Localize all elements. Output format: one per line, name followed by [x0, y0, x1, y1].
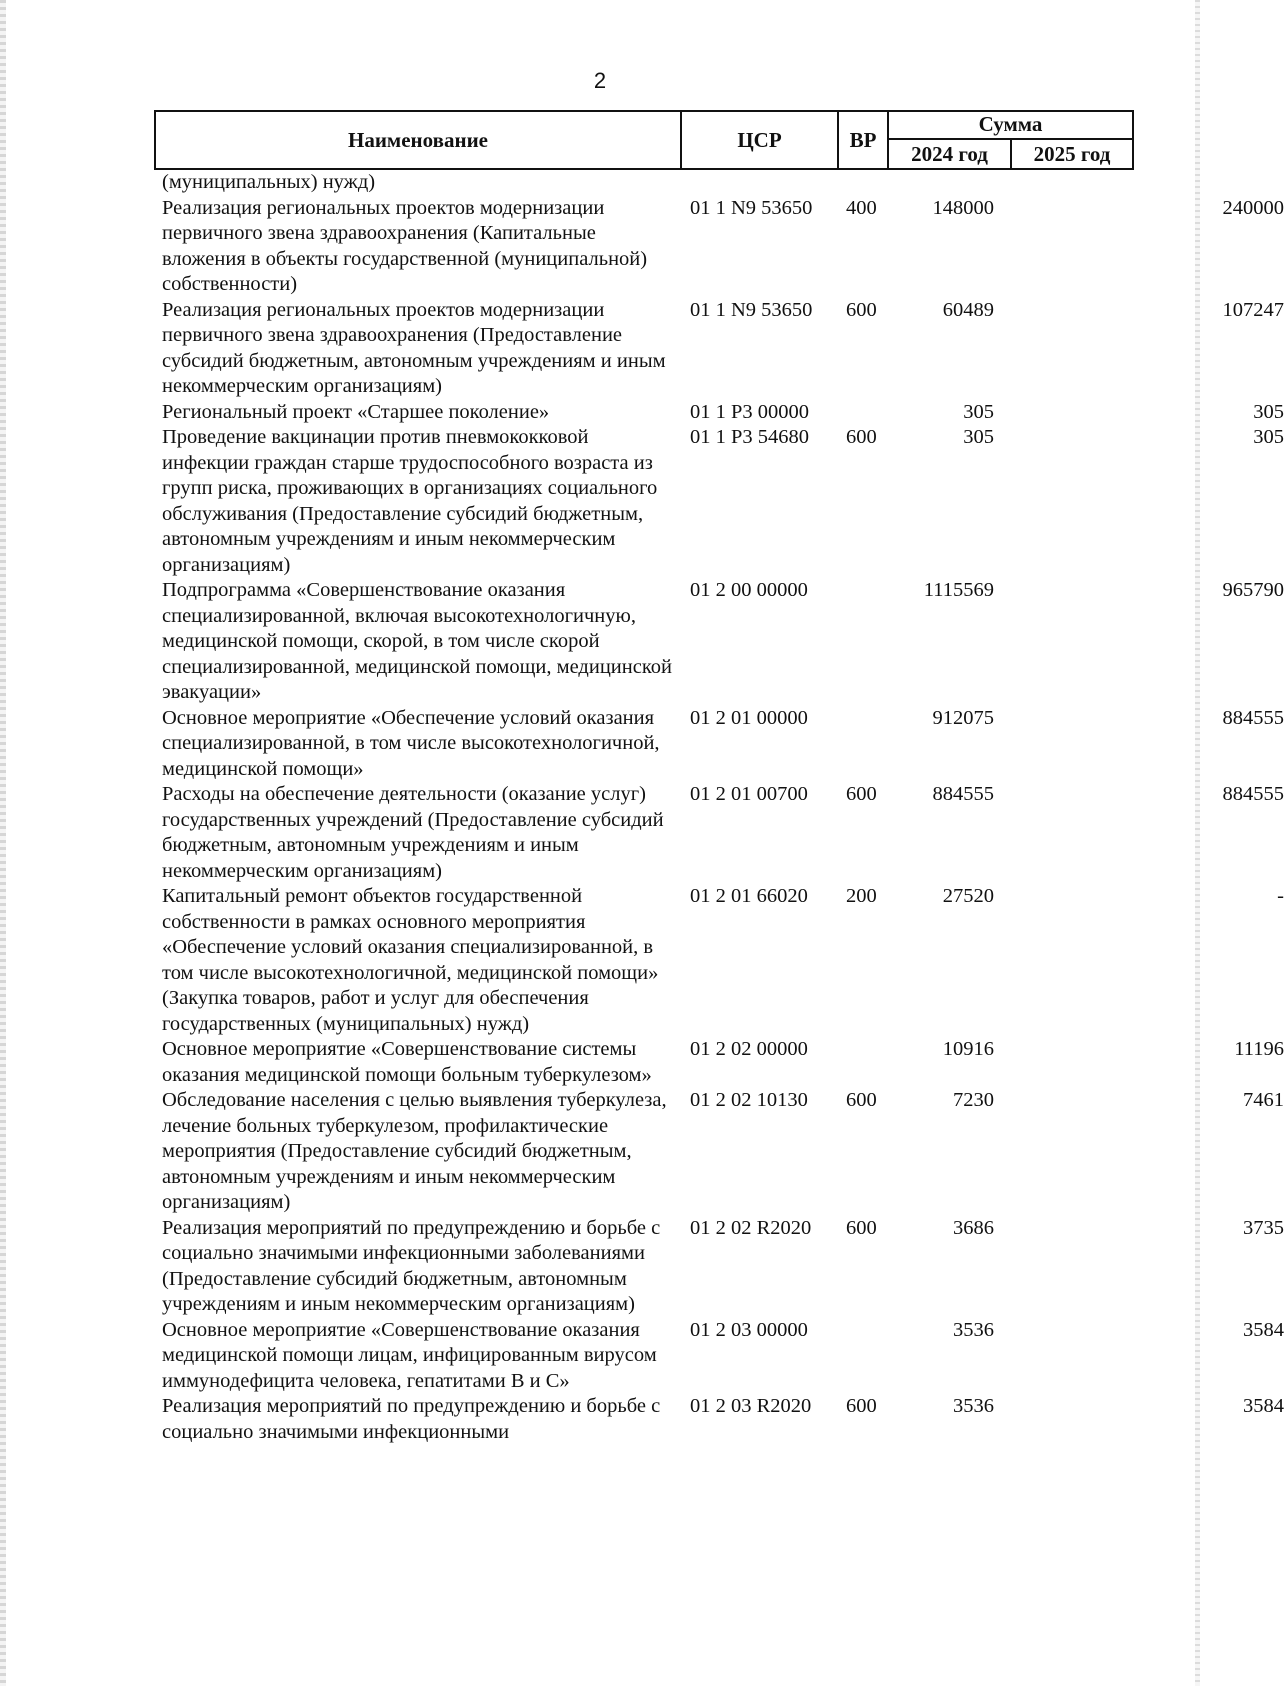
row-name: Расходы на обеспечение деятельности (оказание услуг) государственных учреждений (Предоставление субсидий бюджетным, автономным учреждениям и иным некоммерческим организациям)	[162, 783, 664, 882]
row-sum-2024: 884555	[932, 783, 994, 805]
row-sum-2024: 148000	[932, 196, 994, 219]
table-row	[162, 1088, 1284, 1216]
table-row	[162, 425, 1284, 578]
row-name: Капитальный ремонт объектов государственной собственности в рамках основного мероприятия «Обеспечение условий оказания специализированной, в том числе высокотехнологичной, медицинской помощи» (Закупка товаров, работ и услуг для обеспечения государственных (муниципальных) нужд)	[162, 885, 659, 1035]
row-sum-2024: 1115569	[923, 579, 994, 601]
row-csr: 01 2 02 R2020	[690, 1216, 812, 1239]
row-name: Основное мероприятие «Обеспечение условий оказания специализированной, в том числе высокотехнологичной, медицинской помощи»	[162, 706, 660, 780]
row-sum-2024: 3536	[953, 1395, 994, 1417]
row-sum-2025: -	[1277, 885, 1284, 907]
page-number: 2	[593, 68, 607, 93]
row-name: Проведение вакцинации против пневмококковой инфекции граждан старше трудоспособного возраста из групп риска, проживающих в организациях социального обслуживания (Предоставление субсидий бюджетным, автономным учреждениям и иным некоммерческим организациям)	[162, 426, 658, 576]
row-sum-2025: 884555	[1222, 706, 1284, 729]
table-header	[154, 110, 1134, 172]
row-vr: 600	[846, 1089, 877, 1111]
row-sum-2025: 107247	[1222, 298, 1284, 321]
table-row	[162, 170, 1122, 196]
row-name: Реализация региональных проектов модернизации первичного звена здравоохранения (Капитальные вложения в объекты государственной (муниципальной) собственности)	[162, 196, 648, 295]
row-sum-2024: 3536	[953, 1318, 994, 1341]
row-csr: 01 2 03 00000	[690, 1318, 808, 1341]
row-vr: 600	[846, 298, 877, 321]
row-name: Обследование населения с целью выявления туберкулеза, лечение больных туберкулезом, профилактические мероприятия (Предоставление субсидий бюджетным, автономным учреждениям и иным некоммерческим организациям)	[162, 1089, 667, 1213]
row-name: (муниципальных) нужд)	[162, 171, 376, 193]
header-csr: ЦСР	[737, 127, 782, 152]
row-name: Региональный проект «Старшее поколение»	[162, 400, 550, 423]
header-sum: Сумма	[978, 112, 1043, 136]
row-name: Основное мероприятие «Совершенствование оказания медицинской помощи лицам, инфицированным вирусом иммунодефицита человека, гепатитами В и С»	[162, 1318, 657, 1392]
table-row	[162, 782, 1284, 884]
header-year-2024: 2024 год	[911, 141, 988, 166]
row-vr: 400	[846, 196, 877, 219]
row-sum-2025: 305	[1253, 426, 1284, 448]
table-row	[162, 1318, 1284, 1395]
table-row	[162, 400, 1284, 426]
scan-edge-right	[1195, 0, 1200, 1686]
row-csr: 01 2 02 00000	[690, 1038, 808, 1060]
row-sum-2025: 11196	[1234, 1038, 1284, 1060]
row-csr: 01 2 02 10130	[690, 1089, 808, 1111]
row-sum-2025: 305	[1253, 400, 1284, 423]
table-row	[162, 706, 1284, 783]
header-name: Наименование	[348, 127, 488, 152]
header-year-2025: 2025 год	[1033, 141, 1111, 166]
row-sum-2024: 10916	[942, 1038, 994, 1060]
row-sum-2025: 965790	[1222, 579, 1284, 601]
table-row	[162, 298, 1284, 400]
table-row	[162, 578, 1284, 706]
row-sum-2024: 60489	[942, 298, 994, 321]
row-name: Реализация мероприятий по предупреждению и борьбе с социально значимыми инфекционными	[162, 1395, 661, 1443]
table-row	[162, 1037, 1284, 1088]
row-sum-2024: 912075	[932, 706, 994, 729]
row-sum-2024: 305	[963, 426, 994, 448]
row-vr: 600	[846, 1395, 877, 1417]
row-csr: 01 1 N9 53650	[690, 298, 813, 321]
row-csr: 01 2 01 66020	[690, 885, 808, 907]
table-row	[162, 196, 1284, 298]
row-vr: 200	[846, 885, 877, 907]
table-body	[162, 170, 1284, 1445]
row-name: Основное мероприятие «Совершенствование системы оказания медицинской помощи больным туберкулезом»	[162, 1038, 652, 1086]
row-sum-2024: 305	[963, 400, 994, 423]
row-vr: 600	[846, 1216, 877, 1239]
row-csr: 01 1 P3 00000	[690, 400, 810, 423]
row-sum-2025: 3735	[1243, 1216, 1284, 1239]
row-sum-2024: 27520	[942, 885, 994, 907]
row-csr: 01 1 P3 54680	[690, 426, 810, 448]
table-row	[162, 1394, 1284, 1445]
row-csr: 01 1 N9 53650	[690, 196, 813, 219]
row-vr: 600	[846, 426, 877, 448]
row-sum-2024: 7230	[953, 1089, 994, 1111]
row-vr: 600	[846, 783, 877, 805]
row-sum-2025: 884555	[1222, 783, 1284, 805]
row-sum-2025: 3584	[1243, 1395, 1284, 1417]
row-sum-2024: 3686	[953, 1216, 994, 1239]
row-sum-2025: 240000	[1222, 196, 1284, 219]
row-csr: 01 2 00 00000	[690, 579, 808, 601]
row-sum-2025: 7461	[1243, 1089, 1284, 1111]
row-csr: 01 2 01 00000	[690, 706, 808, 729]
scan-edge-left	[0, 0, 6, 1686]
row-name: Реализация мероприятий по предупреждению и борьбе с социально значимыми инфекционными заболеваниями (Предоставление субсидий бюджетным, автономным учреждениям и иным некоммерческим организациям)	[162, 1216, 661, 1315]
row-name: Реализация региональных проектов модернизации первичного звена здравоохранения (Предоставление субсидий бюджетным, автономным учреждениям и иным некоммерческим организациям)	[162, 298, 666, 397]
table-row	[162, 1216, 1284, 1318]
header-vr: ВР	[849, 127, 877, 152]
row-csr: 01 2 03 R2020	[690, 1395, 812, 1417]
row-name: Подпрограмма «Совершенствование оказания специализированной, включая высокотехнологичную, медицинской помощи, скорой, в том числе скорой специализированной, медицинской помощи, медицинской эвакуации»	[162, 579, 672, 703]
table-row	[162, 884, 1284, 1037]
row-csr: 01 2 01 00700	[690, 783, 808, 805]
row-sum-2025: 3584	[1243, 1318, 1284, 1341]
